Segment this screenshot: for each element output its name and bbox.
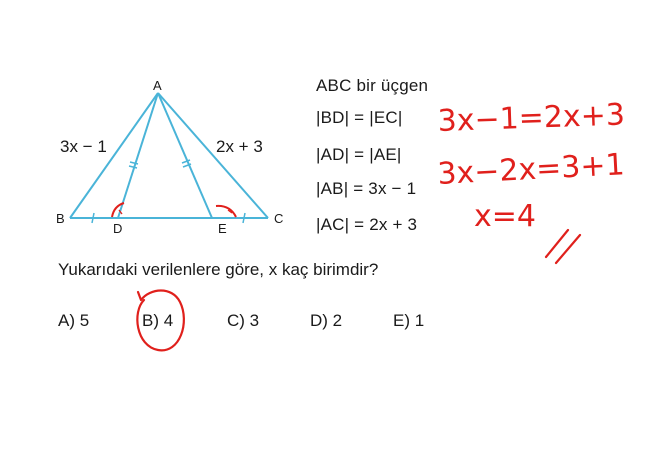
choice-c[interactable]: C) 3	[227, 311, 260, 330]
given-line-1: |BD| = |EC|	[316, 108, 403, 127]
choice-e[interactable]: E) 1	[393, 311, 425, 330]
vertex-c-label: C	[274, 211, 284, 226]
choice-a[interactable]: A) 5	[58, 311, 90, 330]
vertex-d-label: D	[113, 221, 123, 236]
choice-d[interactable]: D) 2	[310, 311, 343, 330]
vertex-a-label: A	[153, 78, 162, 93]
selected-answer-circle	[137, 291, 184, 351]
question-text: Yukarıdaki verilenlere göre, x kaç birimdir?	[58, 260, 379, 279]
given-line-3: |AB| = 3x − 1	[316, 179, 417, 198]
side-ab-label: 3x − 1	[60, 137, 107, 156]
handwritten-line-2: 3x−2x=3+1	[436, 147, 626, 192]
given-title: ABC bir üçgen	[316, 76, 429, 95]
given-line-4: |AC| = 2x + 3	[316, 215, 418, 234]
double-slash-mark	[546, 230, 580, 263]
vertex-e-label: E	[218, 221, 227, 236]
given-line-2: |AD| = |AE|	[316, 145, 402, 164]
handwritten-line-1: 3x−1=2x+3	[437, 97, 626, 139]
choice-b[interactable]: B) 4	[142, 311, 174, 330]
side-ac-label: 2x + 3	[216, 137, 263, 156]
handwritten-line-3: x=4	[474, 199, 536, 234]
vertex-b-label: B	[56, 211, 65, 226]
